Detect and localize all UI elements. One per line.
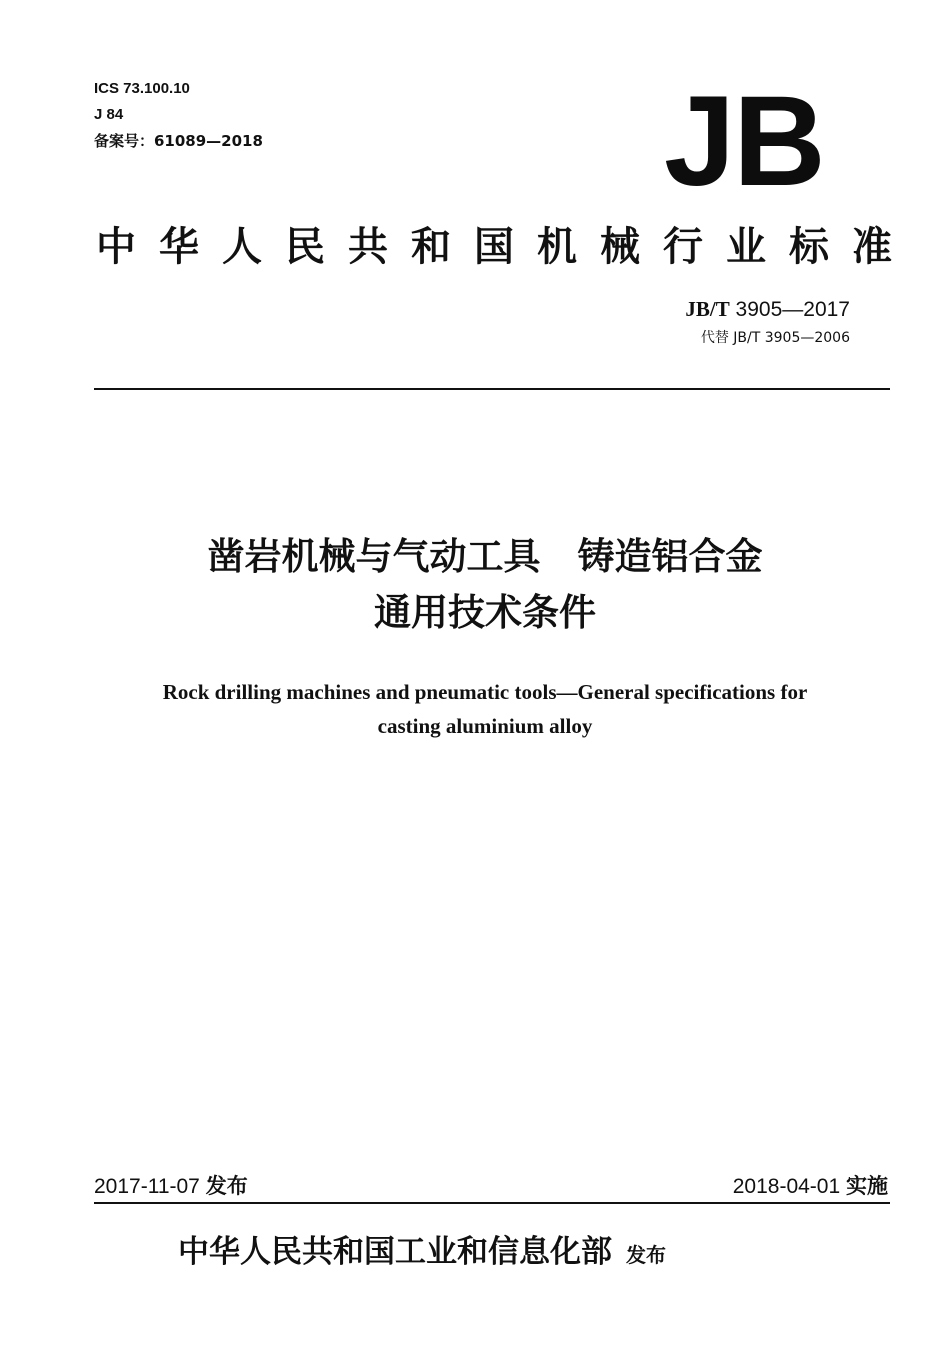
replaces-standard: 代替 JB/T 3905—2006 [700,330,850,346]
top-divider [94,388,890,390]
title-char: 民 [285,224,325,270]
chinese-title-line-2: 通用技术条件 [374,591,596,634]
standard-category-title [96,221,892,273]
standard-number [685,296,850,323]
publisher-name: 中华人民共和国工业和信息化部 [178,1234,612,1270]
standard-number-value: 3905—2017 [729,298,850,321]
title-char: 机 [537,224,577,270]
record-number: 备案号：61089—2018 [94,132,263,150]
issue-date-label: 发布 [205,1174,248,1198]
english-title-line-1: Rock drilling machines and pneumatic tools—General specifications for [162,680,808,704]
title-char: 华 [159,224,199,270]
implementation-date-value: 2018-04-01 [732,1175,841,1198]
title-char: 中 [96,224,136,270]
bottom-divider [94,1202,890,1204]
issue-date [94,1172,248,1201]
ccs-code: J 84 [94,106,124,123]
title-char: 人 [222,224,262,270]
ics-code: ICS 73.100.10 [94,80,190,97]
standard-number-prefix: JB/T [685,297,730,321]
english-title-line-2: casting aluminium alloy [377,714,593,738]
implementation-date-label: 实施 [846,1174,888,1198]
title-char: 和 [411,224,451,270]
title-char: 行 [663,224,703,270]
title-char: 国 [474,224,514,270]
title-char: 械 [600,224,640,270]
publisher [178,1230,666,1277]
title-char: 共 [348,224,388,270]
title-char: 标 [789,224,829,270]
jb-logo: JB [664,70,824,213]
issue-date-value: 2017-11-07 [94,1175,200,1198]
chinese-title-line-1: 凿岩机械与气动工具 铸造铝合金 [207,535,763,578]
publisher-suffix: 发布 [626,1243,666,1267]
title-char: 业 [726,224,766,270]
implementation-date [733,1172,888,1201]
title-char: 准 [852,224,892,270]
